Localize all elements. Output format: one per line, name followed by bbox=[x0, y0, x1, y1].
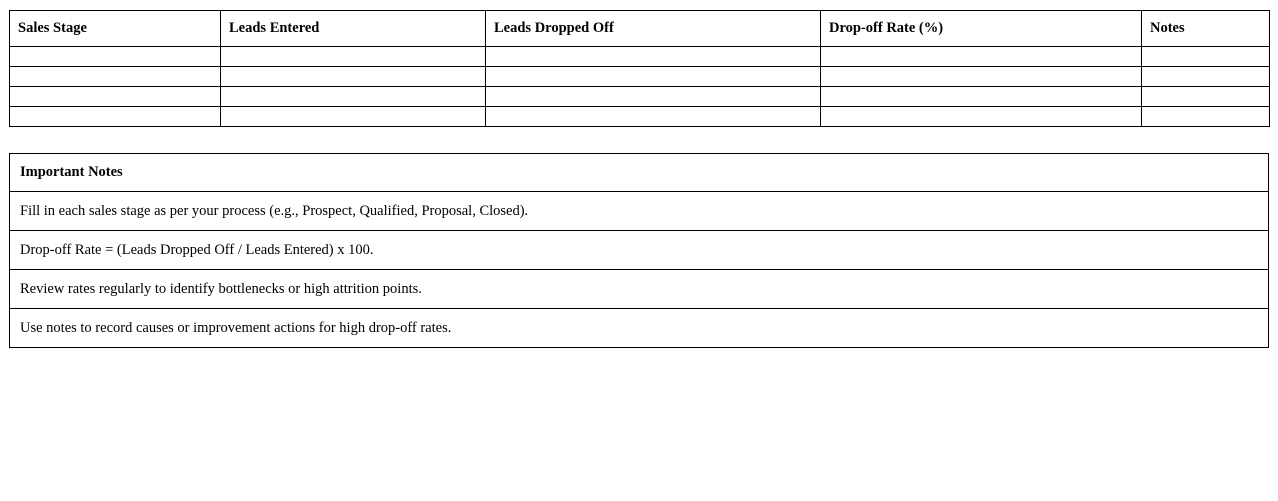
cell-leads-entered[interactable] bbox=[221, 107, 486, 127]
notes-row bbox=[10, 270, 1269, 309]
column-header-sales-stage: Sales Stage bbox=[10, 11, 221, 47]
note-item: Use notes to record causes or improvement actions for high drop-off rates. bbox=[10, 309, 1269, 348]
note-item: Review rates regularly to identify bottlenecks or high attrition points. bbox=[10, 270, 1269, 309]
cell-sales-stage[interactable] bbox=[10, 87, 221, 107]
cell-drop-off-rate[interactable] bbox=[821, 107, 1142, 127]
important-notes-table bbox=[9, 153, 1269, 348]
column-header-notes: Notes bbox=[1142, 11, 1270, 47]
table-row bbox=[10, 87, 1270, 107]
notes-header-row bbox=[10, 154, 1269, 192]
cell-notes[interactable] bbox=[1142, 87, 1270, 107]
cell-leads-entered[interactable] bbox=[221, 87, 486, 107]
cell-drop-off-rate[interactable] bbox=[821, 67, 1142, 87]
cell-sales-stage[interactable] bbox=[10, 107, 221, 127]
note-item: Fill in each sales stage as per your process (e.g., Prospect, Qualified, Proposal, Closed). bbox=[10, 192, 1269, 231]
table-row bbox=[10, 47, 1270, 67]
column-header-leads-entered: Leads Entered bbox=[221, 11, 486, 47]
table-row bbox=[10, 67, 1270, 87]
cell-notes[interactable] bbox=[1142, 107, 1270, 127]
cell-drop-off-rate[interactable] bbox=[821, 87, 1142, 107]
cell-leads-dropped-off[interactable] bbox=[486, 47, 821, 67]
cell-leads-dropped-off[interactable] bbox=[486, 87, 821, 107]
notes-row bbox=[10, 309, 1269, 348]
cell-notes[interactable] bbox=[1142, 47, 1270, 67]
column-header-drop-off-rate: Drop-off Rate (%) bbox=[821, 11, 1142, 47]
table-header-row bbox=[10, 11, 1270, 47]
notes-row bbox=[10, 192, 1269, 231]
cell-sales-stage[interactable] bbox=[10, 67, 221, 87]
notes-row bbox=[10, 231, 1269, 270]
column-header-leads-dropped-off: Leads Dropped Off bbox=[486, 11, 821, 47]
cell-leads-dropped-off[interactable] bbox=[486, 67, 821, 87]
cell-notes[interactable] bbox=[1142, 67, 1270, 87]
cell-leads-dropped-off[interactable] bbox=[486, 107, 821, 127]
cell-sales-stage[interactable] bbox=[10, 47, 221, 67]
note-item: Drop-off Rate = (Leads Dropped Off / Leads Entered) x 100. bbox=[10, 231, 1269, 270]
important-notes-title: Important Notes bbox=[10, 154, 1269, 192]
cell-leads-entered[interactable] bbox=[221, 47, 486, 67]
cell-leads-entered[interactable] bbox=[221, 67, 486, 87]
cell-drop-off-rate[interactable] bbox=[821, 47, 1142, 67]
sales-stage-table bbox=[9, 10, 1270, 127]
table-row bbox=[10, 107, 1270, 127]
